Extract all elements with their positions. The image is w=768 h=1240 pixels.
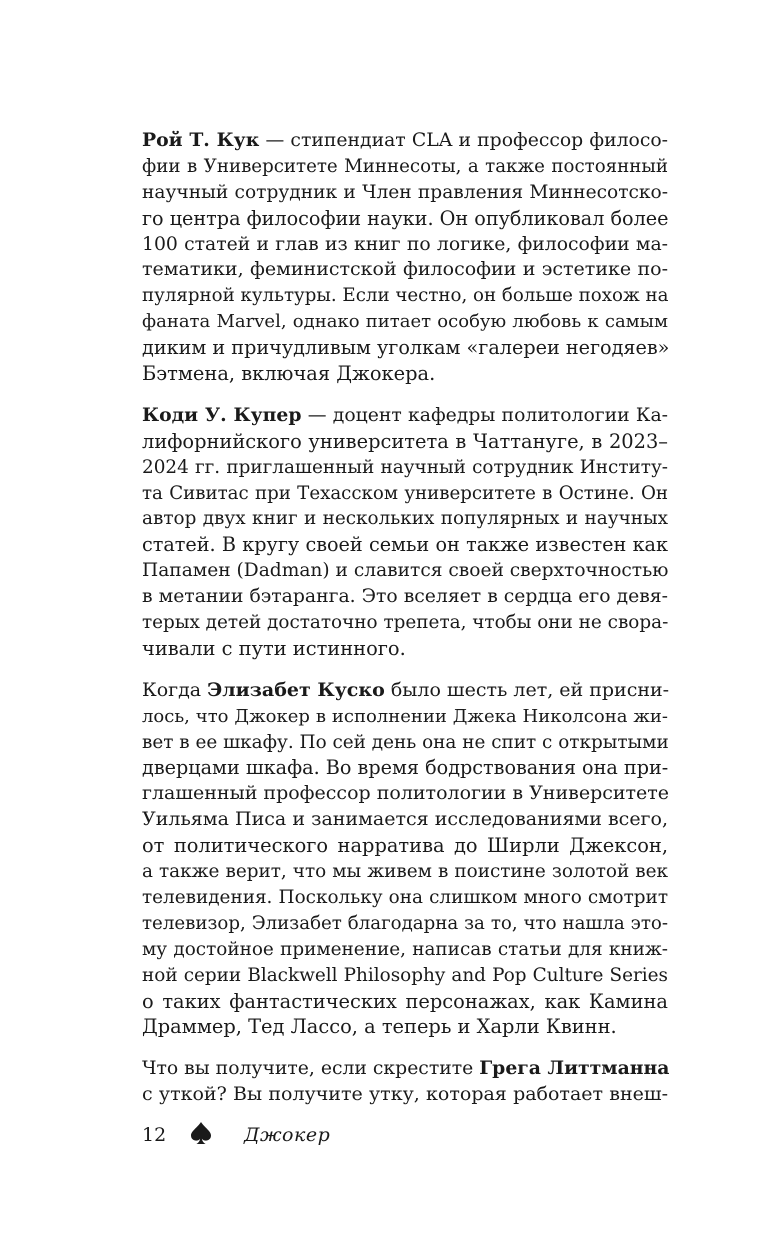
author-name: Грега Литтманна [479,1057,670,1080]
page-number: 12 [142,1124,167,1146]
text-line: телевизор, Элизабет благодарна за то, что нашла это- [142,912,668,934]
text-line: ной серии Blackwell Philosophy and Pop Culture Series [142,964,668,986]
text-line: му достойное применение, написав статьи для книж- [142,938,668,960]
text-line: Папамен (Dadman) и славится своей сверхточностью [142,560,669,582]
page-footer [142,1120,330,1150]
text-line: го центра философии науки. Он опубликовал более [142,206,669,230]
book-title: Джокер [244,1124,331,1146]
text-line: фии в Университете Миннесоты, а также постоянный [142,155,668,177]
text-line: 2024 гг. приглашенный научный сотрудник Институ- [142,456,668,478]
text-line: та Сивитас при Техасском университете в Остине. Он [142,482,668,504]
text-line: о таких фантастических персонажах, как Камина [142,989,668,1013]
page-body [142,128,668,1124]
text-line: научный сотрудник и Член правления Миннесотско- [142,181,668,203]
text-line: автор двух книг и нескольких популярных и научных [142,508,668,530]
text-line: от политического нарратива до Ширли Джексон, [142,834,668,858]
bio-paragraph [142,403,668,662]
text-line: Когда Элизабет Куско было шесть лет, ей присни- [142,678,670,701]
bio-paragraph [142,678,668,1040]
text-line: Бэтмена, включая Джокера. [142,362,436,386]
text-line: статей. В кругу своей семьи он также известен как [142,533,668,557]
text-line: Уильяма Писа и занимается исследованиями всего, [142,808,668,831]
text-line: в метании бэтаранга. Это вселяет в сердца его девя- [142,586,668,608]
text-line: тематики, феминистской философии и эстетике по- [142,258,668,281]
text-line: лифорнийского университета в Чаттануге, в 2023– [142,429,668,453]
text-line: диким и причудливым уголкам «галереи негодяев» [142,336,670,360]
text-line: чивали с пути истинного. [142,636,406,660]
text-line: 100 статей и глав из книг по логике, философии ма- [142,233,668,255]
text-line: вет в ее шкафу. По сей день она не спит с открытыми [142,731,669,753]
text-line: Драммер, Тед Лассо, а теперь и Харли Квинн. [142,1015,617,1039]
text-line: терых детей достаточно трепета, чтобы они не свора- [142,612,669,634]
author-name: Коди У. Купер [142,403,302,426]
text-line: лось, что Джокер в исполнении Джека Николсона жи- [142,705,668,727]
text-line: дверцами шкафа. Во время бодрствования она при- [142,756,669,780]
bio-paragraph [142,1056,668,1108]
spade-icon [188,1120,244,1151]
text-line: Рой Т. Кук — стипендиат CLA и профессор филосо- [142,129,668,151]
text-line: а также верит, что мы живем в поистине золотой век [142,861,668,883]
text-line: Коди У. Купер — доцент кафедры политологии Ка- [142,403,668,426]
text-line: пулярной культуры. Если честно, он больше похож на [142,285,669,307]
text-line: с уткой? Вы получите утку, которая работает внеш- [142,1083,668,1106]
text-line: глашенный профессор политологии в Университете [142,782,670,805]
text-line: фаната Marvel, однако питает особую любовь к самым [142,311,668,333]
text-line: Что вы получите, если скрестите Грега Литтманна [142,1057,670,1080]
author-name: Рой Т. Кук [142,129,260,151]
author-name: Элизабет Куско [207,678,385,701]
bio-paragraph [142,128,668,387]
text-line: телевидения. Поскольку она слишком много смотрит [142,886,668,908]
